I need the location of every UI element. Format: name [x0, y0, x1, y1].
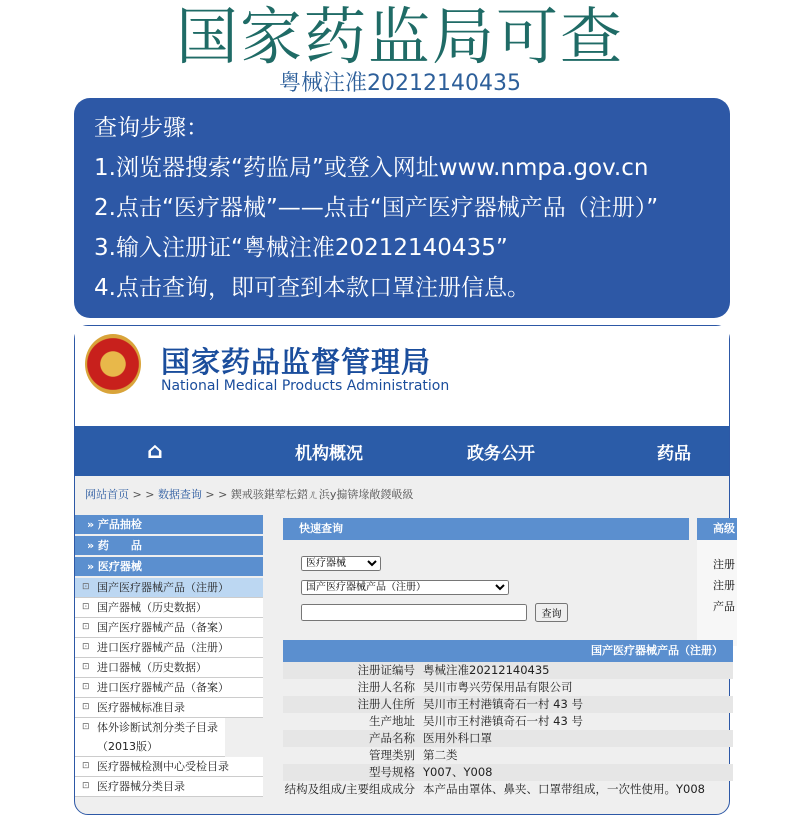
nav-item[interactable]: 政务公开: [467, 443, 535, 464]
field-label: 管理类别: [369, 748, 415, 762]
quick-search-panel: [283, 518, 689, 638]
website-screenshot: [74, 325, 735, 815]
sidebar-item[interactable]: ⊡ 国产器械（历史数据）: [75, 598, 263, 618]
breadcrumb: [85, 486, 413, 502]
field-value: 本产品由罩体、鼻夹、口罩带组成，一次性使用。Y008: [423, 782, 705, 796]
sidebar-header[interactable]: » 医疗器械: [75, 557, 263, 576]
breadcrumb-current: 鍥戒骇鍖荤枟鍣ㄦ浜у搧锛堟敞鍐岋級: [230, 488, 414, 501]
sidebar: [75, 515, 263, 797]
step-item: 4.点击查询，即可查到本款口罩注册信息。: [94, 275, 530, 301]
table-row: [283, 781, 733, 798]
main-nav: [75, 426, 729, 476]
table-row: [283, 764, 733, 781]
breadcrumb-home[interactable]: 网站首页: [85, 488, 129, 501]
query-steps-panel: [74, 98, 730, 318]
registration-code: 粤械注准20212140435: [279, 71, 521, 96]
sidebar-item[interactable]: ⊡ 体外诊断试剂分类子目录（2013版）: [75, 718, 225, 757]
advanced-title: 高级: [697, 518, 737, 540]
national-emblem-logo: [85, 334, 141, 394]
field-value: 粤械注准20212140435: [423, 663, 550, 677]
field-label: 结构及组成/主要组成成分: [284, 782, 415, 796]
field-value: 吴川市王村港镇奇石一村 43 号: [423, 714, 583, 728]
nav-item[interactable]: 机构概况: [295, 443, 363, 464]
quick-search-title: 快速查询: [283, 518, 689, 540]
result-table: [283, 640, 733, 798]
advanced-label: 产品: [713, 600, 735, 613]
field-value: Y007、Y008: [423, 765, 493, 779]
step-item: 3.输入注册证“粤械注准20212140435”: [94, 235, 508, 261]
step-item: 2.点击“医疗器械”——点击“国产医疗器械产品（注册）”: [94, 195, 659, 221]
site-name-cn: 国家药品监督管理局: [161, 345, 432, 379]
steps-heading: 查询步骤：: [94, 115, 209, 141]
database-select[interactable]: [301, 580, 509, 595]
advanced-label: 注册: [713, 558, 735, 571]
field-label: 型号规格: [369, 765, 415, 779]
sidebar-item[interactable]: ⊡ 国产医疗器械产品（注册）: [75, 578, 263, 598]
table-row: [283, 679, 733, 696]
field-label: 产品名称: [369, 731, 415, 745]
field-label: 注册证编号: [357, 663, 415, 677]
table-title: 国产医疗器械产品（注册）: [283, 640, 733, 662]
sidebar-item[interactable]: ⊡ 医疗器械分类目录: [75, 777, 263, 797]
field-value: 吴川市粤兴劳保用品有限公司: [423, 680, 573, 694]
sidebar-item[interactable]: ⊡ 医疗器械检测中心受检目录: [75, 757, 263, 777]
step-item: 1.浏览器搜索“药监局”或登入网址www.nmpa.gov.cn: [94, 155, 649, 181]
sidebar-header[interactable]: » 产品抽检: [75, 515, 263, 534]
field-value: 第二类: [423, 748, 458, 762]
field-label: 生产地址: [369, 714, 415, 728]
sidebar-item[interactable]: ⊡ 进口医疗器械产品（注册）: [75, 638, 263, 658]
sidebar-item[interactable]: ⊡ 国产医疗器械产品（备案）: [75, 618, 263, 638]
nav-item[interactable]: 药品: [657, 443, 691, 464]
sidebar-header[interactable]: » 药 品: [75, 536, 263, 555]
breadcrumb-sep: > >: [201, 488, 231, 501]
field-value: 吴川市王村港镇奇石一村 43 号: [423, 697, 583, 711]
field-value: 医用外科口罩: [423, 731, 492, 745]
table-row: [283, 696, 733, 713]
table-row: [283, 730, 733, 747]
table-row: [283, 662, 733, 679]
headline: 国家药监局可查: [175, 0, 624, 73]
sidebar-item[interactable]: ⊡ 进口医疗器械产品（备案）: [75, 678, 263, 698]
field-label: 注册人名称: [357, 680, 415, 694]
search-button[interactable]: 查询: [535, 603, 568, 622]
search-input[interactable]: [301, 604, 527, 621]
table-row: [283, 713, 733, 730]
home-icon[interactable]: ⌂: [147, 438, 163, 464]
advanced-label: 注册: [713, 579, 735, 592]
category-select[interactable]: [301, 556, 381, 571]
field-label: 注册人住所: [357, 697, 415, 711]
table-row: [283, 747, 733, 764]
breadcrumb-sep: > >: [129, 488, 158, 501]
sidebar-item[interactable]: ⊡ 医疗器械标准目录: [75, 698, 263, 718]
advanced-search-panel: [697, 518, 737, 646]
site-header: [75, 326, 729, 426]
breadcrumb-data[interactable]: 数据查询: [157, 488, 202, 501]
sidebar-item[interactable]: ⊡ 进口器械（历史数据）: [75, 658, 263, 678]
site-name-en: National Medical Products Administration: [161, 378, 450, 394]
